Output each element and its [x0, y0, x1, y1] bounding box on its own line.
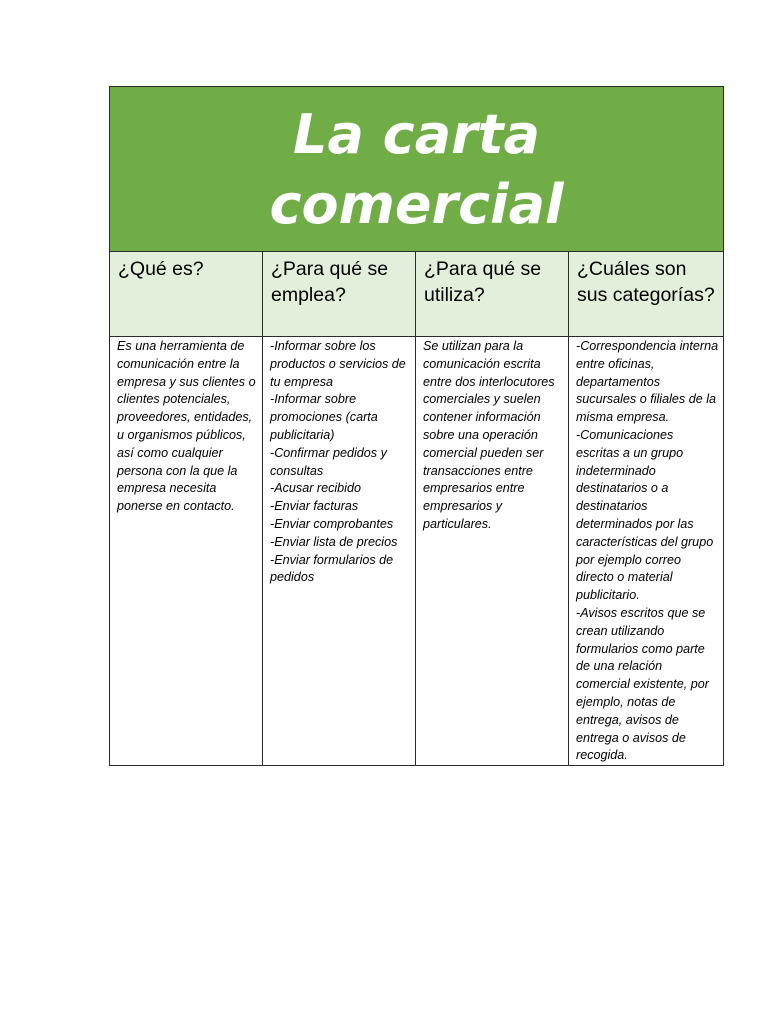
title-cell: [110, 87, 724, 252]
body-categorias: -Correspondencia interna entre oficinas, departamentos sucursales o filiales de la misma empresa. -Comunicaciones escritas a un grupo indeterminado destinatarios o a destinatarios determinados por las características del grupo por ejemplo correo directo o material publicitario. -Avisos escritos que se crean utilizando formularios como parte de una relación comercial existente, por ejemplo, notas de entrega, avisos de entrega o avisos de recogida.: [576, 339, 719, 763]
title-row: [110, 87, 724, 252]
body-que-es: Es una herramienta de comunicación entre la empresa y sus clientes o clientes potenciales, proveedores, entidades, u organismos públicos, así como cualquier persona con la que la empresa necesita ponerse en contacto.: [117, 339, 256, 514]
header-row: [110, 252, 724, 337]
body-row: [110, 337, 724, 766]
header-cell-para-que-se-utiliza: [416, 252, 569, 337]
title-line-2: comercial: [269, 173, 564, 236]
title-line-1: La carta: [293, 103, 541, 166]
body-cell-que-es: [110, 337, 263, 766]
body-cell-categorias: [569, 337, 724, 766]
header-cell-para-que-se-emplea: [263, 252, 416, 337]
body-para-que-se-emplea: -Informar sobre los productos o servicios de tu empresa -Informar sobre promociones (carta publicitaria) -Confirmar pedidos y consultas -Acusar recibido -Enviar facturas -Enviar comprobantes -Enviar lista de precios -Enviar formularios de pedidos: [270, 339, 406, 585]
body-para-que-se-utiliza: Se utilizan para la comunicación escrita entre dos interlocutores comerciales y suelen contener información sobre una operación comercial pueden ser transacciones entre empresarios entre empresarios y particulares.: [423, 339, 555, 531]
header-para-que-se-utiliza: ¿Para qué se utiliza?: [424, 258, 542, 306]
header-cell-categorias: [569, 252, 724, 337]
header-categorias: ¿Cuáles son sus categorías?: [577, 258, 715, 306]
body-cell-para-que-se-emplea: [263, 337, 416, 766]
header-que-es: ¿Qué es?: [118, 258, 204, 280]
header-para-que-se-emplea: ¿Para qué se emplea?: [271, 258, 389, 306]
body-cell-para-que-se-utiliza: [416, 337, 569, 766]
info-table: [109, 86, 724, 766]
header-cell-que-es: [110, 252, 263, 337]
